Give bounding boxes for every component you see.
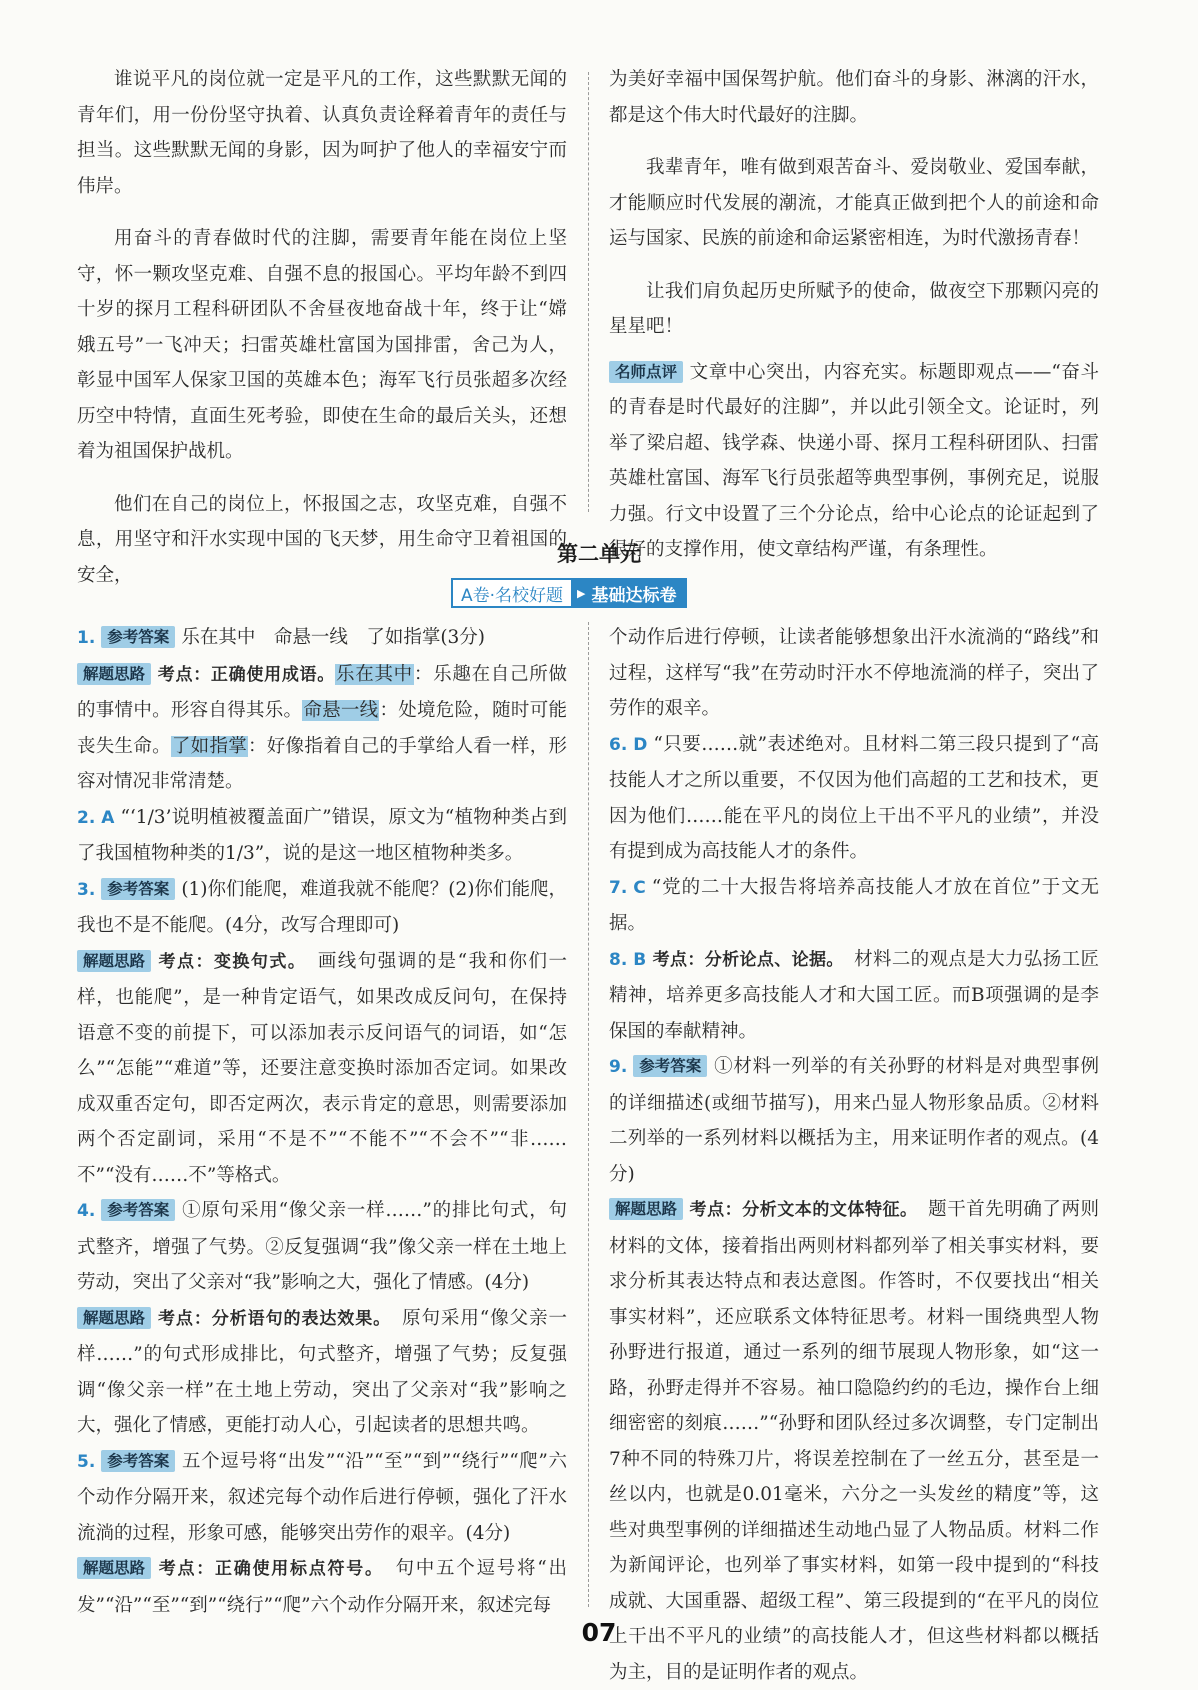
paragraph: 我辈青年，唯有做到艰苦奋斗、爱岗敬业、爱国奉献，才能顺应时代发展的潮流，才能真正做到把个人的前途和命运与国家、民族的前途和命运紧密相连，为时代激扬青春！ [609,157,1099,249]
top-left-column [77,62,567,593]
answer-q6: 6. D “只要……就”表述绝对。且材料二第三段只提到了“高技能人才之所以重要，不仅因为他们高超的工艺和技术，更因为他们……能在平凡的岗位上干出不平凡的业绩”，并没有提到成为高技能人才的条件。 [609,733,1099,862]
analysis-q4: 解题思路 考点：分析语句的表达效果。 原句采用“像父亲一样……”的句式形成排比，句式整齐，增强了气势；反复强调“像父亲一样”在土地上劳动，突出了父亲对“我”影响之大，强化了情感，更能打动人心，引起读者的思想共鸣。 [77,1307,567,1436]
comment-text: 文章中心突出，内容充实。标题即观点——“奋斗的青春是时代最好的注脚”，并以此引领全文。论证时，列举了梁启超、钱学森、快递小哥、探月工程科研团队、扫雷英雄杜富国、海军飞行员张超等典型事例，事例充足，说服力强。行文中设置了三个分论点，给中心论点的论证起到了很好的支撑作用，使文章结构严谨，有条理性。 [609,361,1099,560]
answer-q7: 7. C “党的二十大报告将培养高技能人才放在首位”于文无据。 [609,876,1099,934]
triangle-icon: ▶ [577,586,586,600]
paragraph: 为美好幸福中国保驾护航。他们奋斗的身影、淋漓的汗水，都是这个伟大时代最好的注脚。 [609,69,1099,126]
banner-label-right: ▶ 基础达标卷 [573,578,686,608]
answer-q5: 5. 参考答案 五个逗号将“出发”“沿”“至”“到”“绕行”“爬”六个动作分隔开来，叙述完每个动作后进行停顿，强化了汗水流淌的过程，形象可感，能够突出劳作的艰辛。(4分) [77,1450,567,1544]
answer-q8: 8. B 考点：分析论点、论据。 材料二的观点是大力弘扬工匠精神，培养更多高技能人才和大国工匠。而B项强调的是李保国的奉献精神。 [609,948,1099,1042]
paragraph: 用奋斗的青春做时代的注脚，需要青年能在岗位上坚守，怀一颗攻坚克难、自强不息的报国心。平均年龄不到四十岁的探月工程科研团队不舍昼夜地奋战十年，终于让“嫦娥五号”一飞冲天；扫雷英雄杜富国为国排雷，舍己为人，彰显中国军人保家卫国的英雄本色；海军飞行员张超多次经历空中特情，直面生死考验，即使在生命的最后关头，还想着为祖国保护战机。 [77,228,567,462]
section-banner [451,578,687,608]
answer-q9: 9. 参考答案 ①材料一列举的有关孙野的材料是对典型事例的详细描述(或细节描写)，用来凸显人物形象品质。②材料二列举的一系列材料以概括为主，用来证明作者的观点。(4分) [609,1056,1099,1185]
answer-q3: 3. 参考答案 (1)你们能爬，难道我就不能爬？(2)你们能爬，我也不是不能爬。(4分，改写合理即可) [77,878,567,936]
comment-tag: 名师点评 [609,361,683,383]
analysis-q1: 解题思路 考点：正确使用成语。乐在其中：乐趣在自己所做的事情中。形容自得其乐。命悬一线：处境危险，随时可能丧失生命。了如指掌：好像指着自己的手掌给人看一样，形容对情况非常清楚。 [77,663,567,792]
paragraph: 他们在自己的岗位上，怀报国之志，攻坚克难，自强不息，用坚守和汗水实现中国的飞天梦，用生命守卫着祖国的安全， [77,493,567,586]
analysis-q9: 解题思路 考点：分析文本的文体特征。 题干首先明确了两则材料的文体，接着指出两则材料都列举了相关事实材料，要求分析其表达特点和表达意图。作答时，不仅要找出“相关事实材料”，还应联系文体特征思考。材料一围绕典型人物孙野进行报道，通过一系列的细节展现人物形象，如“这一路，孙野走得并不容易。袖口隐隐约约的毛边，操作台上细细密密的刻痕……”“孙野和团队经过多次调整，专门定制出7种不同的特殊刀片，将误差控制在了一丝五分，甚至是一丝以内，也就是0.01毫米，六分之一头发丝的精度”等，这些对典型事例的详细描述生动地凸显了人物品质。材料二作为新闻评论，也列举了事实材料，如第一段中提到的“科技成就、大国重器、超级工程”、第三段提到的“在平凡的岗位上干出不平凡的业绩”的高技能人才，但这些材料都以概括为主，目的是证明作者的观点。 [609,1199,1099,1683]
page-number: 07 [581,1618,617,1647]
column-divider [588,622,589,1607]
analysis-q3: 解题思路 考点：变换句式。 画线句强调的是“我和你们一样，也能爬”，是一种肯定语气，如果改成反问句，在保持语意不变的前提下，可以添加表示反问语气的词语，如“怎么”“怎能”“难道”等，还要注意变换时添加否定词。如果改成双重否定句，即否定两次，表示肯定的意思，则需要添加两个否定副词，采用“不是不”“不能不”“不会不”“非……不”“没有……不”等格式。 [77,950,567,1186]
column-divider [588,72,589,512]
answers-right-column [609,620,1099,1690]
top-right-column [609,62,1099,568]
answer-q2: 2. A “‘1/3’说明植被覆盖面广”错误，原文为“植物种类占到了我国植物种类的1/3”，说的是这一地区植物种类多。 [77,806,567,864]
analysis-q5-continued: 个动作后进行停顿，让读者能够想象出汗水流淌的“路线”和过程，这样写“我”在劳动时汗水不停地流淌的样子，突出了劳作的艰辛。 [609,627,1099,719]
teacher-comment [609,355,1099,568]
answer-q1: 1. 参考答案 乐在其中 命悬一线 了如指掌(3分) [77,627,486,648]
banner-label-left: A卷·名校好题 [451,578,573,608]
unit-title: 第二单元 [557,542,641,566]
answers-left-column [77,620,567,1623]
analysis-q5: 解题思路 考点：正确使用标点符号。 句中五个逗号将“出发”“沿”“至”“到”“绕行”“爬”六个动作分隔开来，叙述完每 [77,1558,567,1616]
paragraph: 谁说平凡的岗位就一定是平凡的工作，这些默默无闻的青年们，用一份份坚守执着、认真负责诠释着青年的责任与担当。这些默默无闻的身影，因为呵护了他人的幸福安宁而伟岸。 [77,69,567,197]
paragraph: 让我们肩负起历史所赋予的使命，做夜空下那颗闪亮的星星吧！ [609,280,1099,337]
answer-q4: 4. 参考答案 ①原句采用“像父亲一样……”的排比句式，句式整齐，增强了气势。②反复强调“我”像父亲一样在土地上劳动，突出了父亲对“我”影响之大，强化了情感。(4分) [77,1200,567,1293]
